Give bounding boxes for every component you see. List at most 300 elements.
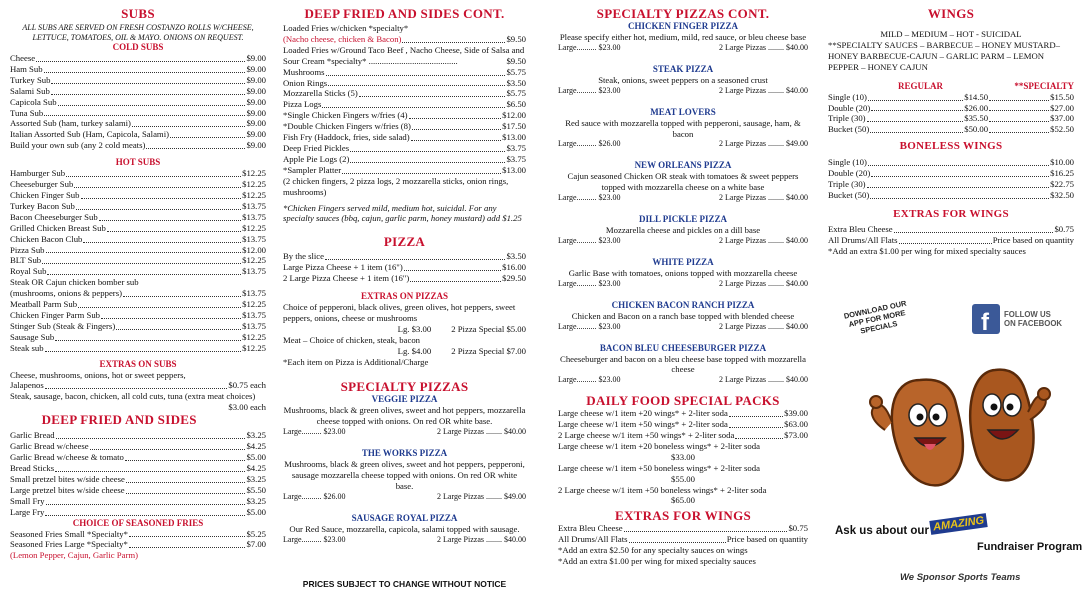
deep-fried-item-price: $5.00 xyxy=(246,506,266,517)
specialty-cont-pizza-two-price: 2 Large Pizzas ........ $40.00 xyxy=(719,42,808,52)
specialty-cont-pizza-large-price: Large.......... $23.00 xyxy=(558,193,621,203)
dot-leader xyxy=(342,173,501,174)
pizza-item-price: $29.50 xyxy=(502,273,526,284)
extras-for-wings-mid-title: EXTRAS FOR WINGS xyxy=(614,508,752,524)
deep-fried-cont-column xyxy=(283,0,526,600)
wings-column xyxy=(828,0,1074,600)
boneless-wings-title: BONELESS WINGS xyxy=(899,140,1003,153)
specialty-cont-pizza-prices xyxy=(558,43,808,54)
specialty-cont-pizza-two-price: 2 Large Pizzas ........ $49.00 xyxy=(719,139,808,149)
dot-leader xyxy=(326,75,506,76)
deep-fried-item-price: $4.25 xyxy=(246,441,266,452)
dot-leader xyxy=(132,126,246,127)
hot-sub-item-name: Royal Sub xyxy=(10,266,47,277)
deep-fried-cont-item xyxy=(283,78,526,89)
hot-sub-item xyxy=(10,310,266,321)
steak-bomber-price: $13.75 xyxy=(242,288,266,299)
dot-leader xyxy=(322,107,505,108)
dot-leader xyxy=(90,449,246,450)
dot-leader xyxy=(76,209,241,210)
hot-sub-item-name: Bacon Cheeseburger Sub xyxy=(10,211,98,222)
prices-subject-note: PRICES SUBJECT TO CHANGE WITHOUT NOTICE xyxy=(302,579,507,590)
extras-meat-line: Steak, sausage, bacon, chicken, all cold cuts, tuna (extra meat choices) $3.00 each xyxy=(10,391,266,413)
mid-extra-bleu-price: $0.75 xyxy=(788,523,808,534)
dot-leader xyxy=(129,547,246,548)
specialty-cont-pizza-name: MEAT LOVERS xyxy=(650,106,716,117)
deep-fried-cont-item-name: Deep Fried Pickles xyxy=(283,142,350,153)
meat-extras-prices xyxy=(283,346,526,357)
dot-leader xyxy=(42,263,241,264)
deep-fried-cont-item-price: $3.75 xyxy=(506,142,526,153)
specialty-cont-pizza-two-price: 2 Large Pizzas ........ $40.00 xyxy=(719,321,808,331)
deep-fried-cont-item xyxy=(283,110,526,121)
deep-fried-item-price: $5.50 xyxy=(246,484,266,495)
hot-sub-item xyxy=(10,201,266,212)
mid-extra-bleu: Extra Bleu Cheese xyxy=(558,523,623,534)
specialty-pizza-prices xyxy=(283,535,526,546)
seasoned-fries-item-name: Seasoned Fries Large *Specialty* xyxy=(10,539,128,550)
hot-sub-item xyxy=(10,299,266,310)
daily-pack-6: 2 Large cheese w/1 item +50 boneless wings* + 2-liter soda xyxy=(558,484,767,495)
specialty-cont-pizza-block xyxy=(558,21,808,54)
specialty-pizza-prices xyxy=(283,427,526,438)
dot-leader xyxy=(66,176,241,177)
deep-fried-item-name: Small pretzel bites w/side cheese xyxy=(10,473,125,484)
boneless-wing-item xyxy=(828,157,1074,168)
pizza-item xyxy=(283,273,526,284)
dot-leader xyxy=(350,151,505,152)
dot-leader xyxy=(81,198,242,199)
wings-price-list xyxy=(828,92,1074,136)
facebook-follow-line1: FOLLOW US xyxy=(1004,310,1051,319)
pizza-item xyxy=(283,251,526,262)
deep-fried-item xyxy=(10,452,266,463)
pizza-list xyxy=(283,251,526,284)
wings-row xyxy=(828,124,1074,135)
dot-leader xyxy=(989,132,1049,133)
dot-leader xyxy=(36,61,245,62)
specialty-cont-pizza-name: CHICKEN FINGER PIZZA xyxy=(627,21,738,31)
specialty-cont-pizza-prices xyxy=(558,193,808,204)
extras-lg-price: Lg. $3.00 xyxy=(397,323,432,334)
subs-note: ALL SUBS ARE SERVED ON FRESH COSTANZO ROLLS W/CHEESE, LETTUCE, TOMATOES, OIL & MAYO. ONIONS ON REQUEST. xyxy=(22,23,254,42)
daily-pack-3-price: $73.00 xyxy=(784,430,808,441)
cold-sub-item xyxy=(10,118,266,129)
deep-fried-cont-item xyxy=(283,154,526,165)
specialty-pizza-block xyxy=(283,394,526,438)
deep-fried-cont-title: DEEP FRIED AND SIDES CONT. xyxy=(304,6,505,21)
hot-sub-item-name: Steak sub xyxy=(10,342,44,353)
wings-row-name: Triple (30) xyxy=(828,113,866,124)
daily-pack-6-price: $65.00 xyxy=(671,495,695,506)
cold-sub-item-name: Ham Sub xyxy=(10,63,43,74)
pizza-item xyxy=(283,262,526,273)
dot-leader xyxy=(45,515,245,516)
deep-fried-item-name: Garlic Bread xyxy=(10,430,55,441)
specialty-cont-pizza-prices xyxy=(558,86,808,97)
cold-sub-item xyxy=(10,53,266,64)
facebook-icon[interactable] xyxy=(972,304,1000,334)
dot-leader xyxy=(55,340,241,341)
sponsor-text: We Sponsor Sports Teams xyxy=(900,572,1021,583)
wings-heat-levels: MILD – MEDIUM – HOT - SUICIDAL xyxy=(880,29,1022,39)
deep-fried-item xyxy=(10,507,266,518)
boneless-wing-item-name: Triple (30) xyxy=(828,179,866,190)
cold-sub-item-name: Italian Assorted Sub (Ham, Capicola, Salami) xyxy=(10,129,169,140)
loaded-fries-chicken-desc: (Nacho cheese, chicken & Bacon) xyxy=(283,33,402,44)
specialty-cont-pizza-prices xyxy=(558,322,808,333)
specialty-pizza-desc: Mushrooms, black & green olives, sweet and hot peppers, pepperoni, sausage mozzarella cheese topped with onions. On red OR white base. xyxy=(284,459,525,491)
specialty-cont-pizza-large-price: Large.......... $23.00 xyxy=(558,42,621,52)
wings-title: WINGS xyxy=(927,6,975,21)
specialty-cont-pizza-desc: Cheeseburger and bacon on a bleu cheese base topped with mozzarella cheese xyxy=(560,353,806,375)
deep-fried-item-price: $3.25 xyxy=(246,473,266,484)
specialty-cont-pizza-two-price: 2 Large Pizzas ........ $40.00 xyxy=(719,235,808,245)
dot-leader xyxy=(45,351,242,352)
specialty-cont-pizza-block xyxy=(558,343,808,387)
daily-pack-5-price: $55.00 xyxy=(671,473,695,484)
meat-2p-price: 2 Pizza Special $7.00 xyxy=(451,345,526,356)
hot-sub-item-price: $13.75 xyxy=(242,233,266,244)
hot-sub-item xyxy=(10,343,266,354)
specialty-pizza-large-price: Large.......... $23.00 xyxy=(283,534,346,544)
extra-bleu-cheese: Extra Bleu Cheese xyxy=(828,223,893,234)
dot-leader xyxy=(146,148,245,149)
dot-leader xyxy=(46,504,246,505)
boneless-wing-item-name: Bucket (50) xyxy=(828,189,870,200)
cold-sub-item-price: $9.00 xyxy=(246,63,266,74)
specialty-cont-pizza-desc: Chicken and Bacon on a ranch base topped with blended cheese xyxy=(571,310,795,321)
deep-fried-cont-item-price: $3.50 xyxy=(506,77,526,88)
deep-fried-item xyxy=(10,496,266,507)
steak-bomber-sub: (mushrooms, onions & peppers) xyxy=(10,288,122,299)
seasoned-fries-title: CHOICE OF SEASONED FRIES xyxy=(72,517,204,528)
specialty-cont-column xyxy=(558,0,808,600)
specialty-cont-pizza-desc: Cajun seasoned Chicken OR steak with tomatoes & sweet peppers topped with mozzarella cheese on a white base xyxy=(567,171,799,193)
hot-sub-item-name: Chicken Finger Sub xyxy=(10,189,80,200)
specialty-cont-pizza-desc: Steak, onions, sweet peppers on a seasoned crust xyxy=(598,74,768,85)
deep-fried-item xyxy=(10,474,266,485)
pizza-item-name: By the slice xyxy=(283,251,325,262)
deep-fried-item-name: Bread Sticks xyxy=(10,463,55,473)
dot-leader xyxy=(44,115,245,116)
dot-leader xyxy=(867,187,1050,188)
wings-row-name: Double (20) xyxy=(828,102,871,113)
pizza-item-name: Large Pizza Cheese + 1 item (16") xyxy=(283,262,403,273)
specialty-pizzas-title: SPECIALTY PIZZAS xyxy=(340,379,469,395)
loaded-fries-chicken-name: Loaded Fries w/chicken *specialty* xyxy=(283,23,409,33)
cold-subs-title: COLD SUBS xyxy=(112,42,164,52)
extras-on-pizzas-prices xyxy=(283,324,526,335)
facebook-follow-line2: ON FACEBOOK xyxy=(1004,319,1063,328)
meat-lg-price: Lg. $4.00 xyxy=(397,345,432,356)
daily-packs-list xyxy=(558,408,808,506)
specialty-pizza-large-price: Large.......... $26.00 xyxy=(283,491,346,501)
ask-us-text: Ask us about our xyxy=(835,525,929,537)
dot-leader xyxy=(101,318,241,319)
dot-leader xyxy=(170,137,245,138)
hot-sub-item-price: $12.25 xyxy=(242,342,266,353)
deep-fried-cont-item xyxy=(283,121,526,132)
hot-sub-item-price: $12.25 xyxy=(242,255,266,266)
dot-leader xyxy=(409,118,502,119)
wings-row-regular: $26.00 xyxy=(964,102,989,113)
deep-fried-cont-item-price: $13.00 xyxy=(502,132,526,143)
specialty-cont-pizza-two-price: 2 Large Pizzas ........ $40.00 xyxy=(719,375,808,385)
mid-drums-flats: All Drums/All Flats xyxy=(558,534,628,545)
dot-leader xyxy=(78,307,241,308)
specialty-pizza-list xyxy=(283,394,526,545)
dot-leader xyxy=(129,536,245,537)
cold-sub-item-name: Capicola Sub xyxy=(10,96,57,107)
specialty-cont-pizza-desc: Please specify either hot, medium, mild, red sauce, or bleu cheese base xyxy=(559,32,807,42)
wings-regular-header: REGULAR xyxy=(898,80,944,91)
deep-fried-cont-item xyxy=(283,165,526,176)
deep-fried-cont-item-name: *Sampler Platter xyxy=(283,164,342,175)
specialty-cont-pizza-two-price: 2 Large Pizzas ........ $40.00 xyxy=(719,193,808,203)
deep-fried-cont-item-price: $17.50 xyxy=(502,121,526,132)
subs-title: SUBS xyxy=(121,6,155,21)
loaded-fries-chicken xyxy=(283,23,526,45)
wings-row-regular: $14.50 xyxy=(964,91,989,102)
extra-bleu-cheese-price: $0.75 xyxy=(1054,223,1074,234)
deep-fried-item xyxy=(10,430,266,441)
boneless-wing-item-price: $10.00 xyxy=(1050,157,1074,168)
specialty-cont-pizza-block xyxy=(558,257,808,290)
hot-sub-item-price: $13.75 xyxy=(242,200,266,211)
dot-leader xyxy=(51,83,245,84)
pizza-additional-note: *Each item on Pizza is Additional/Charge xyxy=(283,356,429,367)
cold-sub-item-price: $9.00 xyxy=(246,107,266,118)
deep-fried-cont-item-name: *Single Chicken Fingers w/fries (4) xyxy=(283,110,408,121)
cold-sub-item xyxy=(10,129,266,140)
extras-on-pizzas-text: Choice of pepperoni, black olives, green olives, hot peppers, sweet peppers, onions, cheese or mushrooms xyxy=(283,302,516,323)
fundraiser-text: Fundraiser Program xyxy=(977,541,1083,553)
cold-sub-item-price: $9.00 xyxy=(246,53,266,63)
specialty-pizza-two-price: 2 Large Pizzas ........ $40.00 xyxy=(437,534,526,544)
specialty-cont-title: SPECIALTY PIZZAS CONT. xyxy=(596,6,770,21)
specialty-pizza-block xyxy=(283,448,526,503)
deep-fried-cont-item xyxy=(283,143,526,154)
hot-sub-item-price: $12.25 xyxy=(242,299,266,310)
dot-leader xyxy=(871,176,1049,177)
hot-sub-item xyxy=(10,266,266,277)
cold-subs-list xyxy=(10,53,266,151)
mid-wings-note-2: *Add an extra $1.00 per wing for mixed specialty sauces xyxy=(558,556,756,567)
specialty-cont-pizza-large-price: Large.......... $23.00 xyxy=(558,278,621,288)
right-wing-mascot xyxy=(970,370,1050,481)
deep-fried-cont-item-name: Mozzarella Sticks (5) xyxy=(283,88,358,99)
seasoned-fries-note: (Lemon Pepper, Cajun, Garlic Parm) xyxy=(10,550,138,561)
deep-fried-cont-item-name: Fish Fry (Haddock, fries, side salad) xyxy=(283,132,410,143)
dot-leader xyxy=(83,242,241,243)
wings-row-specialty: $37.00 xyxy=(1050,113,1074,124)
deep-fried-item xyxy=(10,463,266,474)
drums-flats: All Drums/All Flats xyxy=(828,234,898,245)
cold-sub-item-name: Assorted Sub (ham, turkey salami) xyxy=(10,118,131,129)
deep-fried-list xyxy=(10,430,266,517)
specialty-cont-pizza-name: STEAK PIZZA xyxy=(652,63,714,74)
hot-sub-item xyxy=(10,332,266,343)
hot-sub-item-price: $13.75 xyxy=(242,320,266,331)
deep-fried-cont-item xyxy=(283,132,526,143)
pizza-item-name: 2 Large Pizza Cheese + 1 item (16") xyxy=(283,273,410,284)
daily-pack-1-price: $39.00 xyxy=(784,408,808,419)
download-app-text: DOWNLOAD OUR APP FOR MORE SPECIALS xyxy=(843,298,908,336)
hot-sub-item-name: Pizza Sub xyxy=(10,244,45,255)
specialty-cont-pizza-name: BACON BLEU CHEESEBURGER PIZZA xyxy=(599,342,767,353)
pizza-title: PIZZA xyxy=(383,234,426,250)
cold-sub-item-price: $9.00 xyxy=(246,118,266,129)
boneless-wing-item-name: Double (20) xyxy=(828,168,871,179)
specialty-cont-pizza-name: CHICKEN BACON RANCH PIZZA xyxy=(611,299,755,310)
wings-row-specialty: $27.00 xyxy=(1050,102,1074,113)
cold-sub-item-price: $9.00 xyxy=(246,85,266,96)
loaded-fries-beef: Loaded Fries w/Ground Taco Beef , Nacho Cheese, Side of Salsa and Sour Cream *specialty* ......................................... $9.50 xyxy=(283,44,526,66)
dot-leader xyxy=(56,438,246,439)
mid-wings-note-1: *Add an extra $2.50 for any specialty sauces on wings xyxy=(558,545,748,556)
daily-pack-2: Large cheese w/1 item +50 wings* + 2-liter soda xyxy=(558,419,728,430)
boneless-wing-item xyxy=(828,190,1074,201)
specialty-cont-pizza-large-price: Large.......... $23.00 xyxy=(558,85,621,95)
boneless-wings-list xyxy=(828,157,1074,201)
dot-leader xyxy=(126,493,246,494)
dot-leader xyxy=(871,110,963,111)
specialty-cont-pizza-prices xyxy=(558,236,808,247)
dot-leader xyxy=(126,482,246,483)
wing-mascots-illustration xyxy=(860,360,1060,510)
hot-sub-item-price: $13.75 xyxy=(242,211,266,222)
specialty-cont-pizza-block xyxy=(558,160,808,204)
dot-leader xyxy=(58,105,246,106)
specialty-pizza-block xyxy=(283,513,526,546)
dot-leader xyxy=(411,140,501,141)
wings-row-regular: $35.50 xyxy=(964,113,989,124)
deep-fried-cont-item-price: $5.75 xyxy=(506,66,526,77)
hot-sub-item-name: Sausage Sub xyxy=(10,331,55,342)
daily-pack-5: Large cheese w/1 item +50 boneless wings* + 2-liter soda xyxy=(558,462,760,473)
specialty-cont-pizza-two-price: 2 Large Pizzas ........ $40.00 xyxy=(719,85,808,95)
deep-fried-item-name: Garlic Bread w/cheese & tomato xyxy=(10,452,124,463)
deep-fried-title: DEEP FRIED AND SIDES xyxy=(41,412,197,428)
specialty-cont-pizza-block xyxy=(558,214,808,247)
specialty-pizza-two-price: 2 Large Pizzas ........ $49.00 xyxy=(437,491,526,501)
specialty-cont-pizza-name: WHITE PIZZA xyxy=(652,256,714,267)
hot-sub-item-price: $13.75 xyxy=(242,309,266,320)
cold-sub-item xyxy=(10,64,266,75)
boneless-wing-item-price: $32.50 xyxy=(1050,189,1074,200)
boneless-wing-item-name: Single (10) xyxy=(828,157,867,168)
dot-leader xyxy=(55,471,245,472)
deep-fried-item xyxy=(10,485,266,496)
fingers-note: *Chicken Fingers served mild, medium hot, suicidal. For any specialty sauces (bbq, cajun, garlic parm, honey mustard) add $1.25 xyxy=(283,202,522,224)
svg-text:f: f xyxy=(981,309,989,334)
cold-sub-item-price: $9.00 xyxy=(246,140,266,151)
hot-sub-item-name: Chicken Finger Parm Sub xyxy=(10,309,101,320)
dot-leader xyxy=(328,85,505,86)
dot-leader xyxy=(868,165,1049,166)
seasoned-fries-item-price: $7.00 xyxy=(246,539,266,550)
specialty-pizza-two-price: 2 Large Pizzas ........ $40.00 xyxy=(437,427,526,437)
seasoned-fries-item xyxy=(10,529,266,540)
wings-row xyxy=(828,92,1074,103)
hot-sub-item xyxy=(10,168,266,179)
loaded-fries-beef-price: $9.50 xyxy=(506,55,526,66)
left-wing-mascot xyxy=(870,380,963,486)
wings-row-name: Bucket (50) xyxy=(828,124,870,135)
daily-pack-2-price: $63.00 xyxy=(784,419,808,430)
wings-column-headers xyxy=(828,81,1074,92)
specialty-cont-pizza-block xyxy=(558,107,808,151)
deep-fried-item-price: $3.25 xyxy=(246,430,266,441)
specialty-cont-pizza-prices xyxy=(558,279,808,290)
hot-sub-item-name: Chicken Bacon Club xyxy=(10,233,83,244)
wings-row-name: Single (10) xyxy=(828,91,867,102)
dot-leader xyxy=(51,94,246,95)
cold-sub-item xyxy=(10,108,266,119)
deep-fried-cont-item-price: $12.00 xyxy=(502,110,526,121)
drums-flats-price: Price based on quantity xyxy=(992,234,1074,245)
dot-leader xyxy=(989,110,1049,111)
steak-bomber-name: Steak OR Cajun chicken bomber sub xyxy=(10,277,139,288)
specialty-pizza-large-price: Large.......... $23.00 xyxy=(283,427,346,437)
deep-fried-cont-item xyxy=(283,99,526,110)
cold-sub-item-name: Build your own sub (any 2 cold meats) xyxy=(10,140,146,151)
cold-sub-item-price: $9.00 xyxy=(246,129,266,140)
specialty-cont-pizza-desc: Garlic Base with tomatoes, onions topped with mozzarella cheese xyxy=(568,267,798,278)
amazing-badge: AMAZING xyxy=(929,513,988,535)
dot-leader xyxy=(44,72,246,73)
daily-packs-title: DAILY FOOD SPECIAL PACKS xyxy=(586,393,780,409)
specialty-cont-pizza-block xyxy=(558,64,808,97)
hot-sub-item xyxy=(10,212,266,223)
deep-fried-item-name: Small Fry xyxy=(10,495,45,506)
wings-row-regular: $50.00 xyxy=(964,124,989,135)
seasoned-fries-item-price: $5.25 xyxy=(246,528,266,539)
specialty-cont-pizza-large-price: Large.......... $23.00 xyxy=(558,321,621,331)
specialty-cont-pizza-desc: Red sauce with mozzarella topped with pepperoni, sausage, ham, & bacon xyxy=(565,117,801,139)
dot-leader xyxy=(410,281,501,282)
seasoned-fries-list xyxy=(10,529,266,551)
hot-subs-title: HOT SUBS xyxy=(115,157,161,168)
specialty-cont-pizza-large-price: Large.......... $23.00 xyxy=(558,375,621,385)
hot-sub-item-price: $12.25 xyxy=(242,168,266,179)
cold-sub-item xyxy=(10,140,266,151)
dot-leader xyxy=(989,100,1049,101)
specialty-cont-pizza-two-price: 2 Large Pizzas ........ $40.00 xyxy=(719,278,808,288)
hot-sub-item-name: BLT Sub xyxy=(10,255,42,266)
deep-fried-cont-item-price: $5.75 xyxy=(506,88,526,99)
meat-extras-text: Meat – Choice of chicken, steak, bacon xyxy=(283,334,421,345)
cold-sub-item-price: $9.00 xyxy=(246,96,266,107)
hot-sub-item xyxy=(10,190,266,201)
deep-fried-item-name: Large pretzel bites w/side cheese xyxy=(10,484,125,495)
wings-specialty-header: **SPECIALTY xyxy=(1014,80,1074,91)
dot-leader xyxy=(125,460,246,461)
cold-sub-item-price: $9.00 xyxy=(246,74,266,85)
cold-sub-item-name: Turkey Sub xyxy=(10,74,51,85)
facebook-follow-text[interactable] xyxy=(1004,310,1062,328)
pizza-item-price: $16.00 xyxy=(502,262,526,273)
hot-sub-item-name: Turkey Bacon Sub xyxy=(10,200,75,211)
steak-bomber-item xyxy=(10,277,266,299)
hot-sub-item-price: $12.25 xyxy=(242,331,266,342)
boneless-wing-item-price: $16.25 xyxy=(1050,168,1074,179)
deep-fried-cont-item-name: Mushrooms xyxy=(283,66,325,77)
wings-specialty-sauces: **SPECIALTY SAUCES – BARBECUE – HONEY MUSTARD– HONEY BARBECUE-CAJUN – GARLIC PARM – LEMON PEPPER – HONEY CAJUN xyxy=(828,39,1060,72)
hot-sub-item xyxy=(10,234,266,245)
daily-pack-4: Large cheese w/1 item +20 boneless wings* + 2-liter soda xyxy=(558,440,760,451)
